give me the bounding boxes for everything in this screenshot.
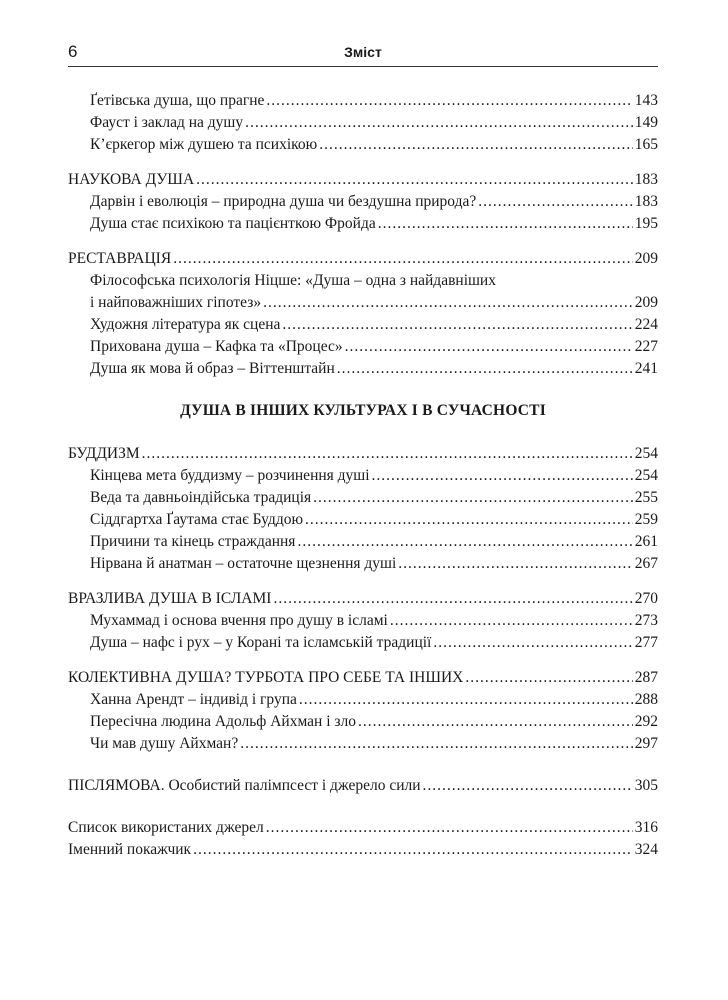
toc-entry: Пересічна людина Адольф Айхман і зло ..... 292 (68, 711, 658, 733)
toc-entry: Веда та давньоіндійська традиція ..... 255 (68, 487, 658, 509)
table-of-contents (68, 90, 658, 861)
toc-entry: Прихована душа – Кафка та «Процес» ..... 227 (68, 336, 658, 358)
toc-entry: Нірвана й анатман – остаточне щезнення душі ..... 267 (68, 553, 658, 575)
toc-entry: Ханна Арендт – індивід і група ..... 288 (68, 689, 658, 711)
toc-entry: Фауст і заклад на душу ..... 149 (68, 112, 658, 134)
toc-chapter: Іменний покажчик ..... 324 (68, 839, 658, 861)
toc-chapter: КОЛЕКТИВНА ДУША? ТУРБОТА ПРО СЕБЕ ТА ІНШИХ ..... 287 (68, 667, 658, 689)
toc-entry: Художня література як сцена ..... 224 (68, 314, 658, 336)
toc-entry: Мухаммад і основа вчення про душу в ісламі ..... 273 (68, 610, 658, 632)
toc-entry: Душа як мова й образ – Віттенштайн ..... 241 (68, 358, 658, 380)
toc-chapter: РЕСТАВРАЦІЯ ..... 209 (68, 248, 658, 270)
toc-entry: К’єркегор між душею та психікою ..... 165 (68, 134, 658, 156)
toc-entry: Душа стає психікою та пацієнткою Фройда ..... 195 (68, 213, 658, 235)
toc-entry: Душа – нафс і рух – у Корані та ісламській традиції ..... 277 (68, 632, 658, 654)
toc-entry: Причини та кінець страждання ..... 261 (68, 531, 658, 553)
toc-chapter: ПІСЛЯМОВА. Особистий палімпсест і джерело сили ..... 305 (68, 775, 658, 797)
toc-entry: Сіддгартха Ґаутама стає Буддою ..... 259 (68, 509, 658, 531)
page-number: 6 (68, 42, 78, 61)
toc-chapter: Список використаних джерел ..... 316 (68, 817, 658, 839)
toc-entry: Кінцева мета буддизму – розчинення душі ..... 254 (68, 465, 658, 487)
toc-entry-line1: Філософська психологія Ніцше: «Душа – одна з найдавніших (90, 272, 496, 289)
running-title: Зміст (344, 44, 382, 60)
toc-entry: Дарвін і еволюція – природна душа чи бездушна природа? ..... 183 (68, 191, 658, 213)
toc-chapter: БУДДИЗМ ..... 254 (68, 443, 658, 465)
toc-entry: Ґетівська душа, що прагне ..... 143 (68, 90, 658, 112)
toc-chapter: НАУКОВА ДУША ..... 183 (68, 169, 658, 191)
toc-entry: Чи мав душу Айхман? ..... 297 (68, 733, 658, 755)
page-header (68, 36, 658, 67)
toc-chapter: ВРАЗЛИВА ДУША В ІСЛАМІ ..... 270 (68, 588, 658, 610)
part-title: ДУША В ІНШИХ КУЛЬТУРАХ І В СУЧАСНОСТІ (180, 402, 546, 419)
toc-entry: і найповажніших гіпотез» ..... 209 (68, 292, 658, 314)
